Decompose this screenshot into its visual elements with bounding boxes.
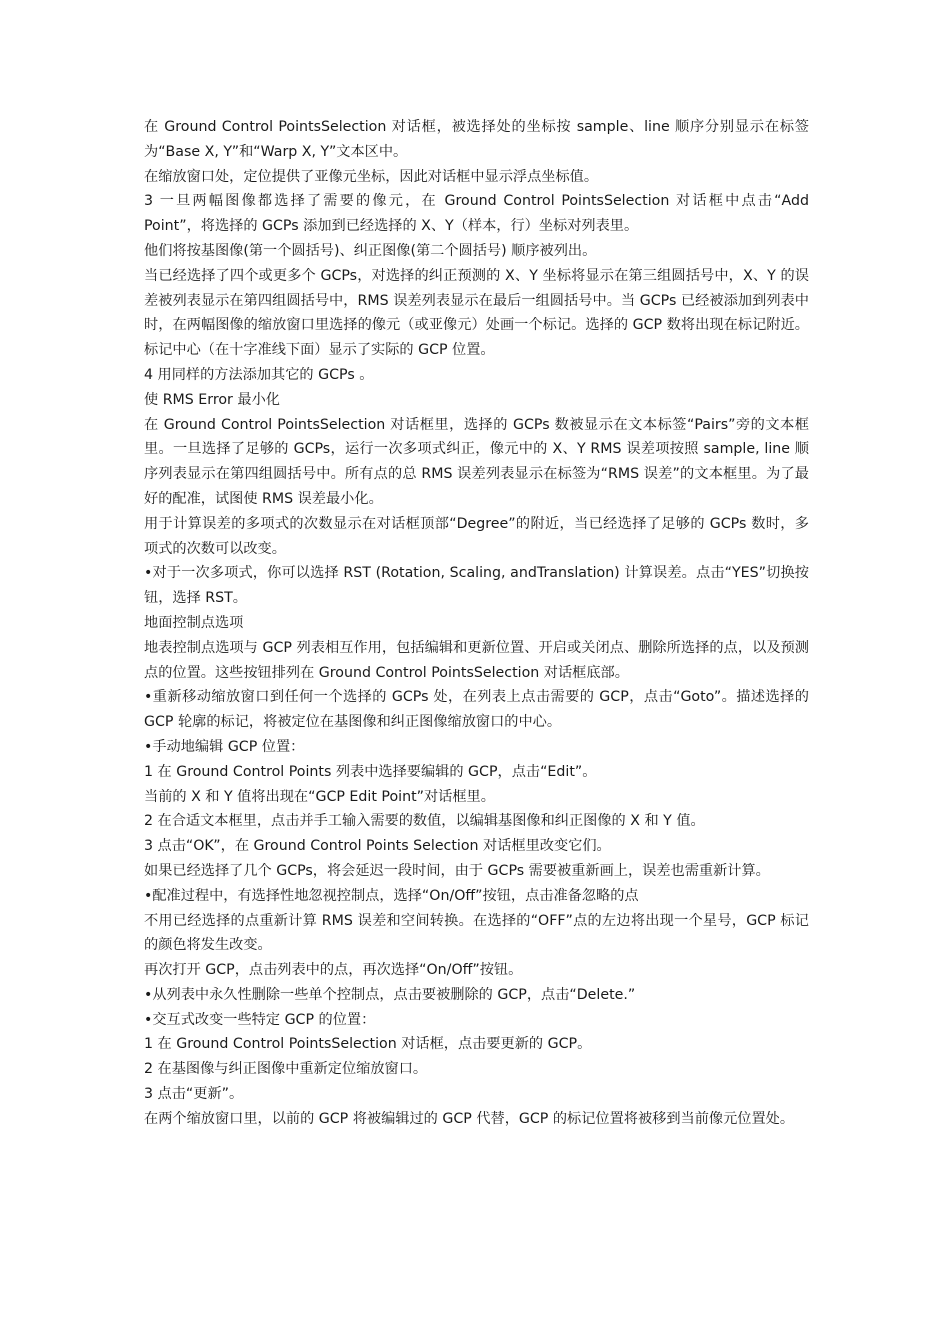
paragraph: 在 Ground Control PointsSelection 对话框，被选择处的坐标按 sample、line 顺序分别显示在标签为“Base X, Y”和“Warp X, Y”文本区中。	[144, 119, 809, 160]
paragraph: 1 在 Ground Control PointsSelection 对话框，点击要更新的 GCP。	[144, 1036, 592, 1053]
paragraph: •重新移动缩放窗口到任何一个选择的 GCPs 处，在列表上点击需要的 GCP，点击“Goto”。描述选择的 GCP 轮廓的标记，将被定位在基图像和纠正图像缩放窗口的中心。	[144, 689, 809, 731]
paragraph: 3 一旦两幅图像都选择了需要的像元，在 Ground Control PointsSelection 对话框中点击“Add Point”，将选择的 GCPs 添加到已经选择的 X、Y（样本，行）坐标对列表里。	[144, 193, 809, 235]
paragraph: 地表控制点选项与 GCP 列表相互作用，包括编辑和更新位置、开启或关闭点、删除所选择的点，以及预测点的位置。这些按钮排列在 Ground Control PointsSelection 对话框底部。	[144, 639, 809, 681]
paragraph: 用于计算误差的多项式的次数显示在对话框顶部“Degree”的附近，当已经选择了足够的 GCPs 数时，多项式的次数可以改变。	[144, 515, 809, 557]
paragraph: 他们将按基图像(第一个圆括号)、纠正图像(第二个圆括号) 顺序被列出。	[144, 242, 597, 259]
paragraph: 4 用同样的方法添加其它的 GCPs 。	[144, 366, 374, 383]
paragraph: 在 Ground Control PointsSelection 对话框里，选择的 GCPs 数被显示在文本标签“Pairs”旁的文本框里。一旦选择了足够的 GCPs，运行一次多项式纠正，像元中的 X、Y RMS 误差项按照 sample, line 顺序列表显示在第四组圆括号中。所有点的总 RMS 误差列表显示在标签为“RMS 误差”的文本框里。为了最好的配准，试图使 RMS 误差最小化。	[144, 416, 809, 507]
paragraph: •对于一次多项式，你可以选择 RST (Rotation, Scaling, andTranslation) 计算误差。点击“YES”切换按钮，选择 RST。	[144, 565, 809, 607]
paragraph: •交互式改变一些特定 GCP 的位置：	[144, 1011, 376, 1028]
paragraph: 2 在合适文本框里，点击并手工输入需要的数值，以编辑基图像和纠正图像的 X 和 Y 值。	[144, 813, 705, 830]
paragraph: •手动地编辑 GCP 位置：	[144, 738, 305, 755]
paragraph: 2 在基图像与纠正图像中重新定位缩放窗口。	[144, 1061, 428, 1078]
paragraph: 当前的 X 和 Y 值将出现在“GCP Edit Point”对话框里。	[144, 788, 495, 805]
paragraph: 在两个缩放窗口里，以前的 GCP 将被编辑过的 GCP 代替，GCP 的标记位置将被移到当前像元位置处。	[144, 1110, 795, 1127]
paragraph: 在缩放窗口处，定位提供了亚像元坐标，因此对话框中显示浮点坐标值。	[144, 168, 599, 185]
section-heading: 地面控制点选项	[144, 614, 244, 631]
paragraph: •配准过程中，有选择性地忽视控制点，选择“On/Off”按钮，点击准备忽略的点	[144, 887, 639, 904]
paragraph: 再次打开 GCP，点击列表中的点，再次选择“On/Off”按钮。	[144, 962, 523, 979]
paragraph: 当已经选择了四个或更多个 GCPs，对选择的纠正预测的 X、Y 坐标将显示在第三组圆括号中，X、Y 的误差被列表显示在第四组圆括号中，RMS 误差列表显示在最后一组圆括号中。当 GCPs 已经被添加到列表中时，在两幅图像的缩放窗口里选择的像元（或亚像元）处画一个标记。选择的 GCP 数将出现在标记附近。标记中心（在十字准线下面）显示了实际的 GCP 位置。	[144, 267, 809, 359]
paragraph: 3 点击“OK”，在 Ground Control Points Selection 对话框里改变它们。	[144, 838, 611, 855]
paragraph: 不用已经选择的点重新计算 RMS 误差和空间转换。在选择的“OFF”点的左边将出现一个星号，GCP 标记的颜色将发生改变。	[144, 912, 809, 954]
paragraph: •从列表中永久性删除一些单个控制点，点击要被删除的 GCP，点击“Delete.”	[144, 986, 636, 1003]
section-heading: 使 RMS Error 最小化	[144, 391, 280, 408]
document-page	[144, 115, 809, 1132]
paragraph: 1 在 Ground Control Points 列表中选择要编辑的 GCP，点击“Edit”。	[144, 763, 597, 780]
paragraph: 3 点击“更新”。	[144, 1086, 244, 1103]
paragraph: 如果已经选择了几个 GCPs，将会延迟一段时间，由于 GCPs 需要被重新画上，误差也需重新计算。	[144, 862, 770, 879]
